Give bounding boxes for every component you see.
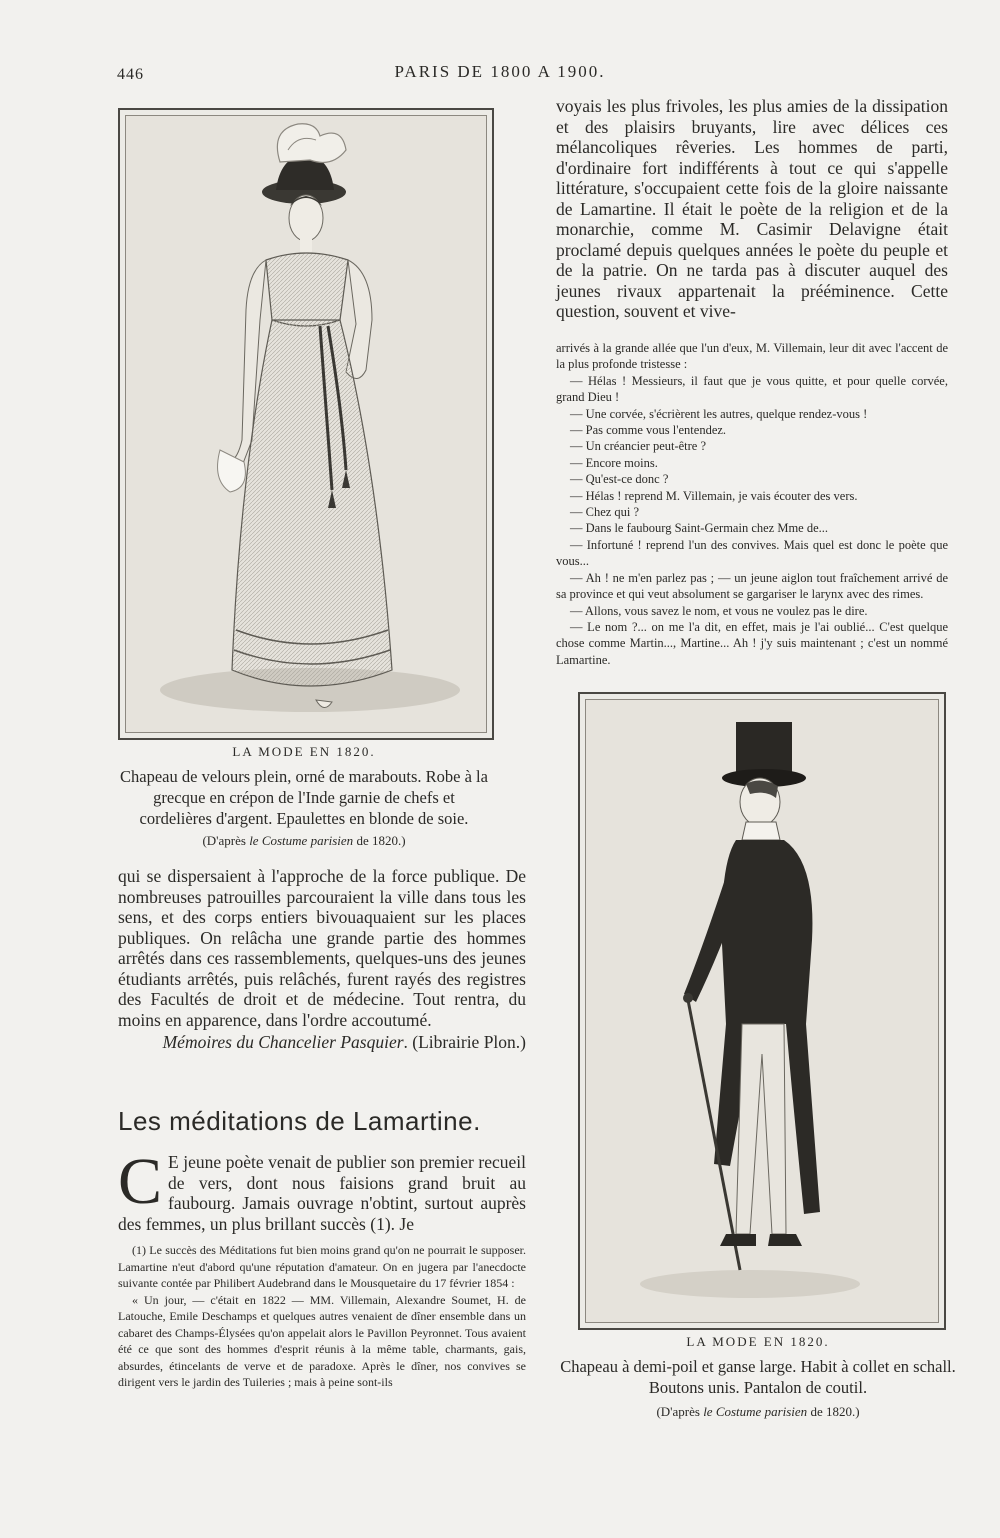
running-title: PARIS DE 1800 A 1900.	[394, 62, 606, 81]
caption-right	[548, 1334, 968, 1420]
section-title: Les méditations de Lamartine.	[118, 1106, 481, 1136]
footnote-paragraph: « Un jour, — c'était en 1822 — MM. Villemain, Alexandre Soumet, H. de Latouche, Emile Deschamps et quelques autres venaient de dîner ensemble dans un cabaret des Champs-Élysées qu'on appelait alors le Pavillon Peyronnet. Tous avaient été ce que sont des hommes d'esprit réunis à la même table, charmants, gais, absurdes, étincelants de verve et de paradoxe. Après le dîner, nos convives se dirigent vers le jardin des Tuileries ; mais à peine sont-ils	[118, 1292, 526, 1389]
left-paragraph: qui se dispersaient à l'approche de la force publique. De nombreuses patrouilles parcouraient la ville dans tous les sens, et des corps entiers bivouaquaient sur les places publiques. On relâcha une grande partie des hommes arrêtés dans ces rassemblements, quelques-uns des jeunes étudiants arrêtés, puis relâchés, furent rayés des registres des Facultés de droit et de médecine. Tout rentra, du moins en apparence, dans l'ordre accoutumé.	[118, 866, 526, 1030]
dialogue-line: — Encore moins.	[570, 455, 658, 470]
intro-paragraph: E jeune poète venait de publier son premier recueil de vers, dont nous faisions grand bruit au faubourg. Jamais ouvrage n'obtint, surtout auprès des femmes, un plus brillant succès (1). Je	[118, 1152, 526, 1234]
dialogue-line: — Une corvée, s'écrièrent les autres, quelque rendez-vous !	[570, 406, 868, 421]
caption-description: Chapeau de velours plein, orné de marabouts. Robe à la grecque en crépon de l'Inde garnie de chefs et cordelières d'argent. Epaulettes en blonde de soie.	[120, 767, 488, 828]
dialogue-line: — Un créancier peut-être ?	[570, 439, 707, 454]
footnote-paragraph: (1) Le succès des Méditations fut bien moins grand qu'on ne pourrait le supposer. Lamartine n'eut d'abord qu'une réputation d'amateur. On en jugera par l'anecdocte suivante contée par Philibert Audebrand dans le Mousquetaire du 17 février 1854 :	[118, 1243, 526, 1290]
drop-cap: C	[118, 1145, 163, 1218]
woman-illustration	[120, 110, 492, 738]
page-number: 446	[117, 66, 144, 83]
footnote	[118, 1242, 526, 1391]
caption-title: LA MODE EN 1820.	[686, 1334, 830, 1349]
dialogue-line: — Ah ! ne m'en parlez pas ; — un jeune aiglon tout fraîchement arrivé de sa province et qui veut absolument se gargariser le larynx avec des rimes.	[556, 570, 948, 602]
continuation-paragraph: voyais les plus frivoles, les plus amies de la dissipation et des plaisirs bruyants, lire avec délices ces mélancoliques rêveries. Les hommes de parti, d'ordinaire fort indifférents à tout ce qui s'appelle littérature, s'occupaient cette fois de la gloire naissante de Lamartine. Il était le poète de la religion et de la monarchie, comme M. Casimir Delavigne était proclamé depuis quelques années le poète du peuple et de la patrie. On ne tarda pas à discuter auquel des jeunes rivaux appartenait la prééminence. Cette question, souvent et vive-	[556, 96, 948, 321]
fashion-plate-woman	[118, 108, 494, 740]
caption-source: (D'après le Costume parisien de 1820.)	[202, 833, 406, 848]
citation: Mémoires du Chancelier Pasquier. (Librairie Plon.)	[162, 1032, 526, 1052]
dialogue-line: arrivés à la grande allée que l'un d'eux, M. Villemain, leur dit avec l'accent de la plus profonde tristesse :	[556, 341, 948, 372]
dialogue-line: — Chez qui ?	[570, 505, 640, 520]
section-intro	[118, 1145, 526, 1234]
fashion-plate-man	[578, 692, 946, 1330]
article-continuation	[556, 96, 948, 322]
man-illustration	[580, 694, 944, 1328]
dialogue-line: — Hélas ! Messieurs, il faut que je vous quitte, et pour quelle corvée, grand Dieu !	[556, 373, 948, 405]
dialogue-line: — Dans le faubourg Saint-Germain chez Mme de...	[570, 521, 829, 536]
left-column-text	[118, 866, 526, 1053]
caption-title: LA MODE EN 1820.	[232, 744, 376, 759]
caption-source: (D'après le Costume parisien de 1820.)	[656, 1404, 860, 1419]
dialogue-line: — Le nom ?... on me l'a dit, en effet, mais je l'ai oublié... C'est quelque chose comme Martin..., Martine... Ah ! j'y suis maintenant ; c'est un nommé Lamartine.	[556, 619, 948, 667]
dialogue-line: — Infortuné ! reprend l'un des convives. Mais quel est donc le poète que vous...	[556, 537, 948, 569]
caption-description: Chapeau à demi-poil et ganse large. Habit à collet en schall. Boutons unis. Pantalon de coutil.	[560, 1357, 956, 1397]
caption-left	[118, 744, 490, 849]
dialogue-line: — Pas comme vous l'entendez.	[570, 423, 727, 438]
anecdote-dialogue	[556, 340, 948, 668]
dialogue-line: — Hélas ! reprend M. Villemain, je vais écouter des vers.	[570, 488, 858, 503]
dialogue-line: — Qu'est-ce donc ?	[570, 472, 669, 487]
dialogue-line: — Allons, vous savez le nom, et vous ne voulez pas le dire.	[570, 603, 868, 618]
